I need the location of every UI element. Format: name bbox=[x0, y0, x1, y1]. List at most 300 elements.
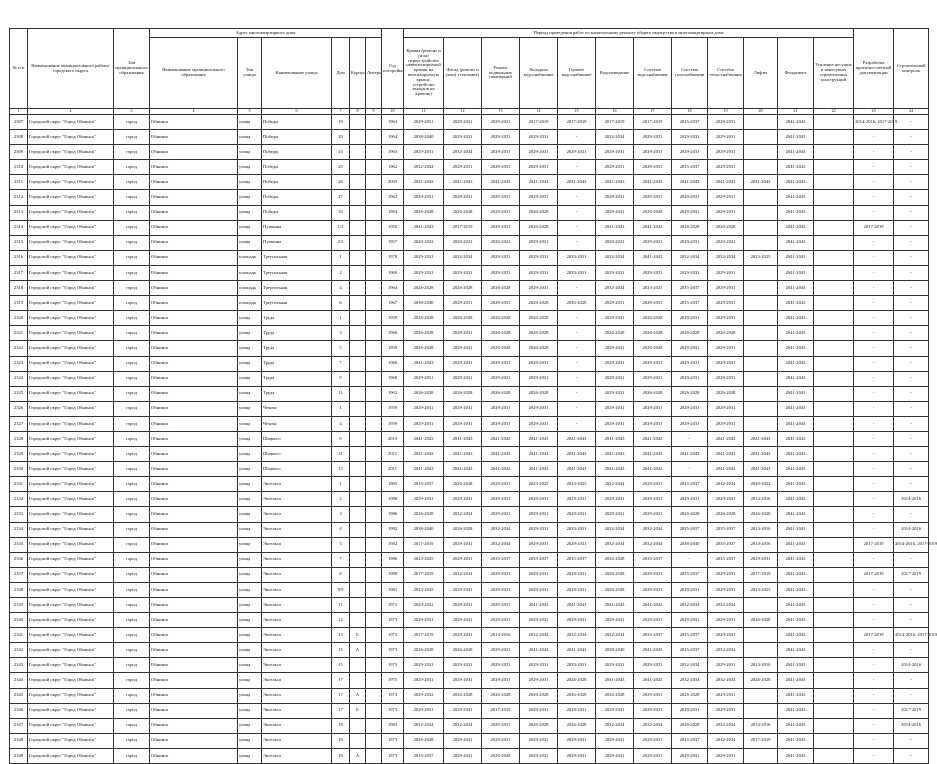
table-cell bbox=[350, 552, 366, 567]
table-cell: 2035-2037 bbox=[672, 628, 708, 643]
table-cell bbox=[350, 311, 366, 326]
col-header-18: Система теплоснабжения bbox=[708, 38, 744, 109]
table-cell: город bbox=[114, 567, 150, 582]
table-cell: Победы bbox=[262, 190, 332, 205]
table-row bbox=[10, 567, 929, 582]
table-cell: Труда bbox=[262, 356, 332, 371]
table-row bbox=[10, 401, 929, 416]
table-cell: 2014-2016 bbox=[744, 522, 778, 537]
table-cell: улица bbox=[238, 733, 262, 748]
table-cell bbox=[744, 703, 778, 718]
table-cell: Треугольная bbox=[262, 296, 332, 311]
table-cell: 2017-2019 bbox=[404, 567, 444, 582]
table-cell: 5 bbox=[332, 341, 350, 356]
table-cell: - bbox=[854, 265, 894, 280]
table-cell: 2029-2031 bbox=[404, 115, 444, 130]
col-header-20: Фундамент bbox=[778, 38, 814, 109]
table-cell bbox=[814, 160, 854, 175]
table-cell: 1/3 bbox=[332, 220, 350, 235]
table-cell: 2029-2031 bbox=[558, 703, 596, 718]
table-cell: 1 bbox=[332, 477, 350, 492]
table-cell bbox=[814, 220, 854, 235]
table-cell: 2029-2031 bbox=[520, 265, 558, 280]
table-cell: - bbox=[894, 160, 929, 175]
table-cell bbox=[366, 537, 382, 552]
table-cell: Городской округ "Город Обнинск" bbox=[28, 145, 114, 160]
table-cell bbox=[366, 703, 382, 718]
table-cell: 2041-2043 bbox=[778, 175, 814, 190]
table-cell: Городской округ "Город Обнинск" bbox=[28, 598, 114, 613]
table-cell bbox=[744, 598, 778, 613]
table-cell: Обнинск bbox=[150, 688, 238, 703]
table-cell: Энгельса bbox=[262, 673, 332, 688]
table-cell bbox=[350, 130, 366, 145]
table-cell: 2026-2028 bbox=[444, 281, 482, 296]
table-cell: 2029-2031 bbox=[672, 613, 708, 628]
table-cell: Городской округ "Город Обнинск" bbox=[28, 431, 114, 446]
table-cell: Городской округ "Город Обнинск" bbox=[28, 582, 114, 597]
table-cell: улица bbox=[238, 537, 262, 552]
table-cell: 2035-2037 bbox=[672, 733, 708, 748]
table-cell: 2029-2031 bbox=[596, 733, 634, 748]
table-cell: улица bbox=[238, 477, 262, 492]
table-cell: город bbox=[114, 190, 150, 205]
table-cell: 2029-2031 bbox=[596, 492, 634, 507]
table-cell: 2023-2025 bbox=[404, 552, 444, 567]
table-cell: 2029-2031 bbox=[482, 673, 520, 688]
table-cell: 2041-2043 bbox=[444, 431, 482, 446]
table-cell: 2029-2031 bbox=[708, 311, 744, 326]
table-cell: 1963 bbox=[382, 145, 404, 160]
table-cell bbox=[814, 250, 854, 265]
table-cell: 15 bbox=[332, 643, 350, 658]
table-cell: 2041-2043 bbox=[596, 175, 634, 190]
table-cell bbox=[350, 341, 366, 356]
table-cell: 2313 bbox=[10, 205, 28, 220]
table-cell: 2014-2016 bbox=[482, 628, 520, 643]
table-cell: 2014-2016, 2017-2019 bbox=[894, 628, 929, 643]
table-cell: улица bbox=[238, 673, 262, 688]
table-cell: 2041-2043 bbox=[558, 643, 596, 658]
table-cell: - bbox=[854, 235, 894, 250]
table-cell: Обнинск bbox=[150, 130, 238, 145]
table-cell bbox=[744, 748, 778, 763]
table-cell bbox=[366, 160, 382, 175]
table-row bbox=[10, 492, 929, 507]
table-cell: город bbox=[114, 431, 150, 446]
table-cell: Обнинск bbox=[150, 296, 238, 311]
table-cell: 2029-2031 bbox=[482, 145, 520, 160]
table-cell: 2041-2043 bbox=[778, 658, 814, 673]
table-cell: улица bbox=[238, 130, 262, 145]
table-cell: 19 bbox=[332, 115, 350, 130]
table-cell: 2014-2016 bbox=[894, 658, 929, 673]
table-cell: 2029-2031 bbox=[444, 341, 482, 356]
header-group-row bbox=[10, 29, 929, 38]
table-cell: 2032-2034 bbox=[708, 643, 744, 658]
table-cell: Городской округ "Город Обнинск" bbox=[28, 205, 114, 220]
table-cell: 2026-2028 bbox=[404, 311, 444, 326]
table-cell: 2026-2028 bbox=[634, 326, 672, 341]
table-cell bbox=[350, 718, 366, 733]
table-cell: Обнинск bbox=[150, 507, 238, 522]
table-cell: 2026-2028 bbox=[634, 341, 672, 356]
table-cell: 2041-2043 bbox=[634, 598, 672, 613]
table-cell: Обнинск bbox=[150, 492, 238, 507]
table-cell: 2020-2022 bbox=[404, 598, 444, 613]
table-cell: 1959 bbox=[382, 341, 404, 356]
table-cell: 2041-2043 bbox=[778, 552, 814, 567]
table-cell: улица bbox=[238, 371, 262, 386]
table-cell: Обнинск bbox=[150, 175, 238, 190]
table-cell: 2337 bbox=[10, 567, 28, 582]
table-row bbox=[10, 205, 929, 220]
table-cell: - bbox=[854, 341, 894, 356]
table-cell: 2032-2034 bbox=[482, 522, 520, 537]
table-cell: 2020-2022 bbox=[482, 235, 520, 250]
table-cell: 1973 bbox=[382, 688, 404, 703]
table-cell: 2026-2028 bbox=[482, 386, 520, 401]
column-number: 21 bbox=[778, 109, 814, 115]
table-cell: 2032-2034 bbox=[444, 567, 482, 582]
table-cell: 2029-2031 bbox=[708, 628, 744, 643]
table-cell bbox=[814, 326, 854, 341]
table-cell: 2041-2043 bbox=[778, 265, 814, 280]
table-cell: 1981 bbox=[382, 582, 404, 597]
table-cell bbox=[350, 492, 366, 507]
table-cell: Городской округ "Город Обнинск" bbox=[28, 341, 114, 356]
table-cell: 2029-2031 bbox=[634, 582, 672, 597]
col-header-1: Наименование муниципального района/городского округа bbox=[28, 29, 114, 109]
table-cell: 2014-2016 bbox=[894, 718, 929, 733]
table-cell: 2032-2034 bbox=[596, 537, 634, 552]
table-cell: 2029-2031 bbox=[634, 748, 672, 763]
table-cell: 2026-2028 bbox=[404, 341, 444, 356]
table-cell: 2038-2040 bbox=[596, 643, 634, 658]
table-cell bbox=[744, 688, 778, 703]
table-cell bbox=[366, 296, 382, 311]
table-cell: 2041-2043 bbox=[708, 175, 744, 190]
table-cell: 2029-2031 bbox=[482, 250, 520, 265]
table-cell: - bbox=[894, 552, 929, 567]
table-cell: 2041-2043 bbox=[778, 733, 814, 748]
table-cell: 2029-2031 bbox=[672, 492, 708, 507]
table-cell: Обнинск bbox=[150, 371, 238, 386]
table-row bbox=[10, 643, 929, 658]
table-cell: 2029-2031 bbox=[558, 522, 596, 537]
table-cell: 2041-2043 bbox=[778, 371, 814, 386]
table-cell bbox=[814, 748, 854, 763]
table-cell: 8 bbox=[332, 567, 350, 582]
table-cell: 2017-2019 bbox=[482, 703, 520, 718]
table-cell: - bbox=[854, 431, 894, 446]
table-cell: 2038-2040 bbox=[404, 296, 444, 311]
table-cell: Обнинск bbox=[150, 673, 238, 688]
table-cell bbox=[366, 492, 382, 507]
table-cell: 2035-2037 bbox=[404, 748, 444, 763]
table-row bbox=[10, 341, 929, 356]
table-cell: город bbox=[114, 582, 150, 597]
table-cell: 2032-2034 bbox=[596, 281, 634, 296]
table-cell: Обнинск bbox=[150, 326, 238, 341]
table-cell: 2035-2037 bbox=[634, 628, 672, 643]
table-cell: 2041-2043 bbox=[778, 356, 814, 371]
table-cell: 2041-2043 bbox=[778, 748, 814, 763]
table-cell: Энгельса bbox=[262, 613, 332, 628]
table-cell: 2032-2034 bbox=[444, 145, 482, 160]
table-cell: 1973 bbox=[382, 703, 404, 718]
table-cell: город bbox=[114, 733, 150, 748]
table-cell: 2032-2034 bbox=[708, 598, 744, 613]
table-cell: 1962 bbox=[382, 190, 404, 205]
table-cell: 2029-2031 bbox=[558, 567, 596, 582]
table-cell: 2307 bbox=[10, 115, 28, 130]
table-cell: 4 bbox=[332, 522, 350, 537]
table-row bbox=[10, 386, 929, 401]
table-cell: 2026-2028 bbox=[520, 718, 558, 733]
table-cell: 2032-2034 bbox=[444, 718, 482, 733]
table-cell: 2032-2034 bbox=[596, 130, 634, 145]
table-cell: 2029-2032 bbox=[404, 688, 444, 703]
table-cell: - bbox=[558, 371, 596, 386]
table-cell: 2041-2043 bbox=[778, 326, 814, 341]
table-cell bbox=[744, 643, 778, 658]
table-cell: 2032-2034 bbox=[634, 718, 672, 733]
table-cell: 2029-2031 bbox=[482, 492, 520, 507]
table-cell: улица bbox=[238, 326, 262, 341]
table-cell: 2041-2043 bbox=[778, 507, 814, 522]
column-number: 16 bbox=[596, 109, 634, 115]
table-cell: 9/9 bbox=[332, 582, 350, 597]
table-cell: улица bbox=[238, 718, 262, 733]
table-cell: 2029-2031 bbox=[634, 416, 672, 431]
table-cell: 2327 bbox=[10, 416, 28, 431]
table-cell: Городской округ "Город Обнинск" bbox=[28, 220, 114, 235]
table-cell: город bbox=[114, 477, 150, 492]
table-cell: город bbox=[114, 311, 150, 326]
table-cell: 2017-2019 bbox=[894, 703, 929, 718]
table-cell: улица bbox=[238, 598, 262, 613]
table-cell: 2342 bbox=[10, 643, 28, 658]
table-cell: 2029-2031 bbox=[444, 296, 482, 311]
table-cell: 2026-2028 bbox=[404, 386, 444, 401]
table-cell: 2032-2034 bbox=[596, 522, 634, 537]
table-cell: 2026-2028 bbox=[520, 326, 558, 341]
table-cell: 2041-2043 bbox=[558, 431, 596, 446]
table-cell: 7 bbox=[332, 356, 350, 371]
table-cell: 2041-2043 bbox=[596, 462, 634, 477]
table-cell: 2041-2043 bbox=[778, 718, 814, 733]
table-cell bbox=[366, 658, 382, 673]
table-cell bbox=[814, 401, 854, 416]
table-cell: 2041-2043 bbox=[778, 431, 814, 446]
table-cell bbox=[366, 115, 382, 130]
table-cell: Труда bbox=[262, 326, 332, 341]
table-cell: 2041-2043 bbox=[404, 175, 444, 190]
table-cell: Городской округ "Город Обнинск" bbox=[28, 688, 114, 703]
table-cell: Энгельса bbox=[262, 718, 332, 733]
table-cell: город bbox=[114, 748, 150, 763]
column-number: 23 bbox=[854, 109, 894, 115]
table-cell bbox=[350, 386, 366, 401]
table-cell: 2029-2031 bbox=[520, 416, 558, 431]
table-cell: Б bbox=[350, 628, 366, 643]
table-row bbox=[10, 703, 929, 718]
table-cell bbox=[366, 265, 382, 280]
table-cell: Городской округ "Город Обнинск" bbox=[28, 371, 114, 386]
table-cell: 2032-2034 bbox=[672, 673, 708, 688]
table-cell: - bbox=[894, 477, 929, 492]
table-cell: 19 bbox=[332, 733, 350, 748]
table-cell: - bbox=[854, 477, 894, 492]
table-cell bbox=[744, 386, 778, 401]
table-cell bbox=[814, 477, 854, 492]
table-cell bbox=[814, 235, 854, 250]
table-cell: 2029-2031 bbox=[404, 416, 444, 431]
col-header-6: Дом bbox=[332, 38, 350, 109]
table-cell: - bbox=[558, 356, 596, 371]
table-cell: Городской округ "Город Обнинск" bbox=[28, 130, 114, 145]
table-cell: - bbox=[854, 598, 894, 613]
table-cell: - bbox=[854, 205, 894, 220]
table-cell: 2026-2028 bbox=[558, 673, 596, 688]
table-cell bbox=[814, 688, 854, 703]
table-cell: 2032-2034 bbox=[708, 733, 744, 748]
table-cell: 2041-2043 bbox=[778, 250, 814, 265]
table-cell: 2035-2037 bbox=[672, 115, 708, 130]
table-cell: 2029-2031 bbox=[404, 492, 444, 507]
table-cell: 2014-2016 bbox=[744, 537, 778, 552]
table-cell: улица bbox=[238, 628, 262, 643]
table-cell: 2321 bbox=[10, 326, 28, 341]
table-cell: 2032-2034 bbox=[708, 673, 744, 688]
table-cell: 2029-2031 bbox=[520, 190, 558, 205]
table-cell bbox=[366, 643, 382, 658]
table-cell: - bbox=[672, 462, 708, 477]
table-cell: 2029-2031 bbox=[444, 326, 482, 341]
table-cell: 2032-2034 bbox=[596, 718, 634, 733]
table-cell bbox=[814, 130, 854, 145]
table-cell: 2023-2025 bbox=[744, 250, 778, 265]
table-cell: - bbox=[558, 235, 596, 250]
table-cell: город bbox=[114, 507, 150, 522]
table-cell: 1982 bbox=[382, 522, 404, 537]
table-cell: город bbox=[114, 628, 150, 643]
table-cell: Обнинск bbox=[150, 628, 238, 643]
table-cell: Победы bbox=[262, 175, 332, 190]
table-cell bbox=[366, 356, 382, 371]
table-cell: 2029-2031 bbox=[444, 598, 482, 613]
table-cell: 2041-2043 bbox=[482, 462, 520, 477]
table-cell bbox=[814, 703, 854, 718]
table-cell: 2029-2031 bbox=[558, 265, 596, 280]
table-cell: 2029-2031 bbox=[444, 356, 482, 371]
table-cell: 2309 bbox=[10, 145, 28, 160]
table-cell: город bbox=[114, 265, 150, 280]
table-cell: - bbox=[558, 190, 596, 205]
table-cell bbox=[350, 296, 366, 311]
table-cell: - bbox=[894, 643, 929, 658]
table-cell: 23 bbox=[332, 145, 350, 160]
col-header-19: Лифты bbox=[744, 38, 778, 109]
table-cell: - bbox=[894, 130, 929, 145]
table-cell: 2032-2034 bbox=[482, 537, 520, 552]
table-cell: 2026-2028 bbox=[596, 582, 634, 597]
table-cell: 2339 bbox=[10, 598, 28, 613]
table-cell: 2041-2043 bbox=[778, 628, 814, 643]
table-cell: площадь bbox=[238, 281, 262, 296]
table-cell: 2041-2043 bbox=[778, 522, 814, 537]
table-cell: Городской округ "Город Обнинск" bbox=[28, 507, 114, 522]
table-cell: 2029-2031 bbox=[672, 416, 708, 431]
table-cell: 2029-2031 bbox=[520, 613, 558, 628]
table-cell: 1960 bbox=[382, 356, 404, 371]
table-cell: 2032-2034 bbox=[520, 628, 558, 643]
table-cell: 2029-2031 bbox=[708, 296, 744, 311]
table-row bbox=[10, 522, 929, 537]
table-row bbox=[10, 552, 929, 567]
table-row bbox=[10, 160, 929, 175]
table-row bbox=[10, 281, 929, 296]
col-header-5: Наименование улицы bbox=[262, 38, 332, 109]
table-cell: 1985 bbox=[382, 477, 404, 492]
col-header-4: Тип улицы bbox=[238, 38, 262, 109]
table-cell: 2029-2031 bbox=[596, 265, 634, 280]
table-cell: 2026-2028 bbox=[482, 688, 520, 703]
table-cell: 2017-2019 bbox=[744, 567, 778, 582]
table-cell: 2026-2028 bbox=[482, 326, 520, 341]
table-cell: 2032-2034 bbox=[708, 477, 744, 492]
table-cell: - bbox=[854, 658, 894, 673]
table-cell: Городской округ "Город Обнинск" bbox=[28, 190, 114, 205]
table-cell: 2029-2031 bbox=[634, 190, 672, 205]
table-cell: Обнинск bbox=[150, 145, 238, 160]
table-cell bbox=[744, 220, 778, 235]
table-cell: Обнинск bbox=[150, 190, 238, 205]
table-cell: 2026-2028 bbox=[708, 220, 744, 235]
table-cell: - bbox=[894, 115, 929, 130]
table-cell: город bbox=[114, 220, 150, 235]
table-cell: 2029-2031 bbox=[444, 401, 482, 416]
table-cell bbox=[814, 552, 854, 567]
table-cell: 2026-2028 bbox=[482, 311, 520, 326]
table-cell: 2035-2037 bbox=[708, 522, 744, 537]
table-cell: - bbox=[854, 296, 894, 311]
table-cell: Городской округ "Город Обнинск" bbox=[28, 311, 114, 326]
table-cell: улица bbox=[238, 356, 262, 371]
col-header-16: Система водоснабжения bbox=[634, 38, 672, 109]
table-cell bbox=[366, 507, 382, 522]
table-row bbox=[10, 190, 929, 205]
table-cell: 2026-2028 bbox=[404, 281, 444, 296]
table-row bbox=[10, 326, 929, 341]
table-cell: улица bbox=[238, 567, 262, 582]
table-cell: 2035-2037 bbox=[672, 296, 708, 311]
table-cell: 2029-2031 bbox=[444, 658, 482, 673]
table-cell: 2029-2031 bbox=[596, 703, 634, 718]
table-cell: - bbox=[558, 205, 596, 220]
table-cell: 2011 bbox=[382, 447, 404, 462]
table-cell: 2026-2028 bbox=[444, 311, 482, 326]
table-cell: - bbox=[894, 205, 929, 220]
table-cell: - bbox=[854, 416, 894, 431]
table-cell: - bbox=[854, 326, 894, 341]
table-cell: город bbox=[114, 386, 150, 401]
table-cell: - bbox=[854, 175, 894, 190]
table-cell: 2346 bbox=[10, 703, 28, 718]
table-cell: 2041-2043 bbox=[778, 537, 814, 552]
table-cell: - bbox=[894, 235, 929, 250]
